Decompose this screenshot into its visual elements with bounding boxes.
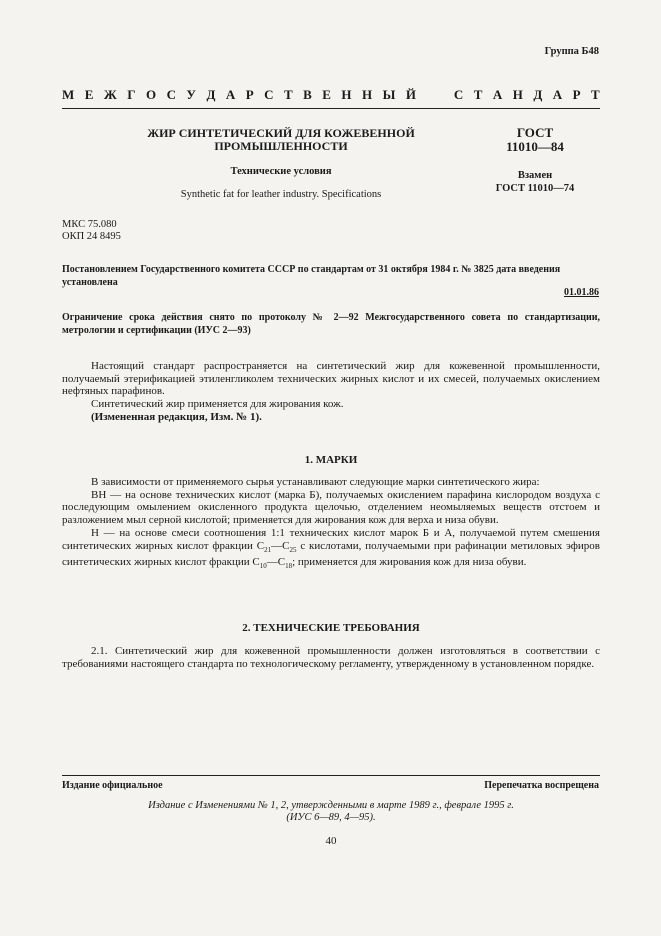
decree-text: Постановлением Государственного комитета СССР по стандартам от 31 октября 1984 г. № 3825 дата введения установлена [62,264,561,288]
banner-letter: Н [341,87,352,102]
section-2-paragraph-1: 2.1. Синтетический жир для кожевенной промышленности должен изготовляться в соответствии с требованиями настоящего стандарта по технологическому регламенту, утвержденному в установленном порядке. [62,645,600,670]
english-title: Synthetic fat for leather industry. Specifications [180,189,382,200]
banner-letter: С [166,87,176,102]
section-2-body [62,645,600,670]
gost-designation [470,126,600,154]
banner-letter: Ж [103,87,117,102]
bottom-rule [62,775,600,776]
gost-number: 11010—84 [506,139,564,154]
intro-section [62,360,600,424]
p3-text-b: —С [271,539,290,552]
title-line-1: ЖИР СИНТЕТИЧЕСКИЙ ДЛЯ КОЖЕВЕННОЙ [147,126,415,140]
banner-letter: Й [405,87,416,102]
section-1-body [62,476,600,573]
edition-note-line-2: (ИУС 6—89, 4—95). [286,812,376,823]
banner-letter: Т [591,87,600,102]
banner-letter: Е [322,87,331,102]
banner-letter [426,87,429,103]
section-1-paragraph-2: ВН — на основе технических кислот (марка Б), получаемых окислением парафина кислородом воздуха с последующим омылением окисленного продукта щелочью, отделением неомыляемых веществ отстоем и разложением мыл серной кислотой; применяется для жирования кож для верха и низа обуви. [62,488,600,527]
validity-limit-note: Ограничение срока действия снято по протоколу № 2—92 Межгосударственного совета по стандартизации, метрологии и сертификации (ИУС 2—93) [62,312,600,336]
banner-letter: Е [84,87,94,102]
p3-text-c: с кислотами, получаемыми при рафинации метиловых эфиров синтетических жирных кислот фракции С [62,539,600,569]
p3-text-a: Н — на основе смеси соотношения 1:1 технических кислот марок Б и А, получаемой путем смешения синтетических жирных кислот фракции С [62,526,600,552]
p3-sub-2: 25 [289,545,297,554]
intro-amendment-note: (Измененная редакция, Изм. № 1). [91,410,262,423]
edition-note [62,800,600,824]
banner-letter: В [303,87,312,102]
group-code: Группа Б48 [544,46,599,57]
page-number: 40 [325,835,337,847]
section-1-heading: 1. МАРКИ [304,454,358,466]
banner-letter: С [264,87,274,102]
edition-note-line-1: Издание с Изменениями № 1, 2, утвержденными в марте 1989 г., феврале 1995 г. [148,800,514,811]
banner-letter: Р [245,87,254,102]
banner-letter: С [453,87,464,102]
okp-code: ОКП 24 8495 [62,231,121,242]
document-title [100,127,462,153]
p3-sub-4: 18 [285,562,293,571]
classification-codes [62,219,121,243]
top-rule [62,108,600,109]
banner-letter: А [225,87,236,102]
banner-letter: А [492,87,503,102]
banner-letter: Т [284,87,293,102]
banner-letter [440,87,443,103]
reprint-prohibited-label: Перепечатка воспрещена [484,780,599,791]
banner-letter: У [186,87,196,102]
banner-letter: О [145,87,157,102]
official-edition-label: Издание официальное [62,780,163,791]
title-line-2: ПРОМЫШЛЕННОСТИ [214,139,348,153]
replaced-label: Взамен [517,170,553,181]
banner-letter: А [552,87,563,102]
p3-text-d: —С [266,556,286,569]
mks-code: МКС 75.080 [62,219,117,230]
replaced-number: ГОСТ 11010—74 [495,183,575,194]
section-1-paragraph-3 [62,527,600,573]
section-2-heading: 2. ТЕХНИЧЕСКИЕ ТРЕБОВАНИЯ [242,622,420,634]
banner-letter: Г [127,87,136,102]
intro-paragraph-2: Синтетический жир применяется для жирования кож. [91,398,344,411]
banner-letter: Н [512,87,523,102]
p3-sub-3: 10 [259,562,267,571]
banner-letter: М [62,87,75,102]
interstate-standard-banner [62,87,600,103]
banner-letter: Д [533,87,543,102]
banner-letter: Н [362,87,373,102]
p3-text-e: ; применяется для жирования кож для низа обуви. [292,556,527,569]
banner-letter: Р [572,87,581,102]
replaced-standard [470,169,600,195]
banner-letter: Д [206,87,216,102]
banner-letter: Т [473,87,483,102]
document-subtitle: Технические условия [230,166,332,177]
p3-sub-1: 21 [264,545,272,554]
introduction-date: 01.01.86 [564,287,599,298]
banner-letter: Ы [382,87,396,102]
section-1-paragraph-1: В зависимости от применяемого сырья устанавливают следующие марки синтетического жира: [91,476,540,488]
gost-label: ГОСТ [516,125,554,140]
intro-paragraph-1: Настоящий стандарт распространяется на синтетический жир для кожевенной промышленности, получаемый этерификацией этиленгликолем технических жирных кислот и их смесей, получаемых окислением нефтяных парафинов. [62,360,600,398]
